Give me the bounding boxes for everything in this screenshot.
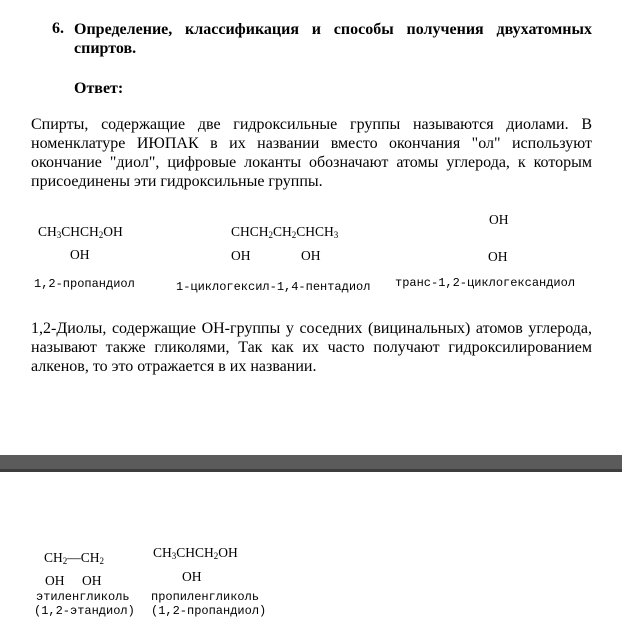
pentanediol-oh-4: OH xyxy=(301,248,321,263)
propylene-glycol-name: пропиленгликоль xyxy=(151,590,260,604)
cyclohexanediol-oh-top: OH xyxy=(489,212,509,227)
ethylene-glycol-oh-1: OH xyxy=(45,573,65,588)
propanediol-oh: OH xyxy=(70,247,90,262)
cyclohexanediol-caption: транс-1,2-циклогександиол xyxy=(395,276,576,290)
propylene-glycol-oh: OH xyxy=(182,569,202,584)
pentanediol-oh-1: OH xyxy=(231,248,251,263)
paragraph-diols-definition: Спирты, содержащие две гидроксильные группы называются диолами. В номенклатуре ИЮПАК в их названии вместо окончания "ол" используют окончание "диол", цифровые локанты обозначают атомы углерода, к которым присоединены эти гидроксильные группы. xyxy=(31,116,592,190)
question-number: 6. xyxy=(52,20,64,37)
ethylene-glycol-iupac: (1,2-этандиол) xyxy=(34,604,135,618)
ethylene-glycol-name: этиленгликоль xyxy=(36,590,130,604)
document-page-bottom xyxy=(0,472,622,634)
propanediol-caption: 1,2-пропандиол xyxy=(34,277,135,291)
answer-label: Ответ: xyxy=(74,80,124,97)
pentanediol-chain-formula: $CHCH_2CH_2CHCH_3$ xyxy=(231,224,339,240)
ethylene-glycol-oh-2: OH xyxy=(82,573,102,588)
question-title: Определение, классификация и способы получения двухатомных спиртов. xyxy=(74,21,592,57)
paragraph-glycols: 1,2-Диолы, содержащие ОН-группы у соседних (вицинальных) атомов углерода, называют также гликолями, Так как их часто получают гидроксилированием алкенов, то это отражается в их названии. xyxy=(31,320,592,375)
pentanediol-caption: 1-циклогексил-1,4-пентадиол xyxy=(176,280,371,294)
propylene-glycol-formula: $CH_3CHCH_2OH$ xyxy=(153,545,238,561)
propylene-glycol-iupac: (1,2-пропандиол) xyxy=(151,604,267,618)
page-separator xyxy=(0,455,622,472)
ethylene-glycol-formula: $CH_2—CH_2$ xyxy=(44,550,105,566)
cyclohexanediol-oh-bottom: OH xyxy=(488,249,508,264)
propanediol-formula: $CH_3CHCH_2OH$ xyxy=(38,224,123,240)
